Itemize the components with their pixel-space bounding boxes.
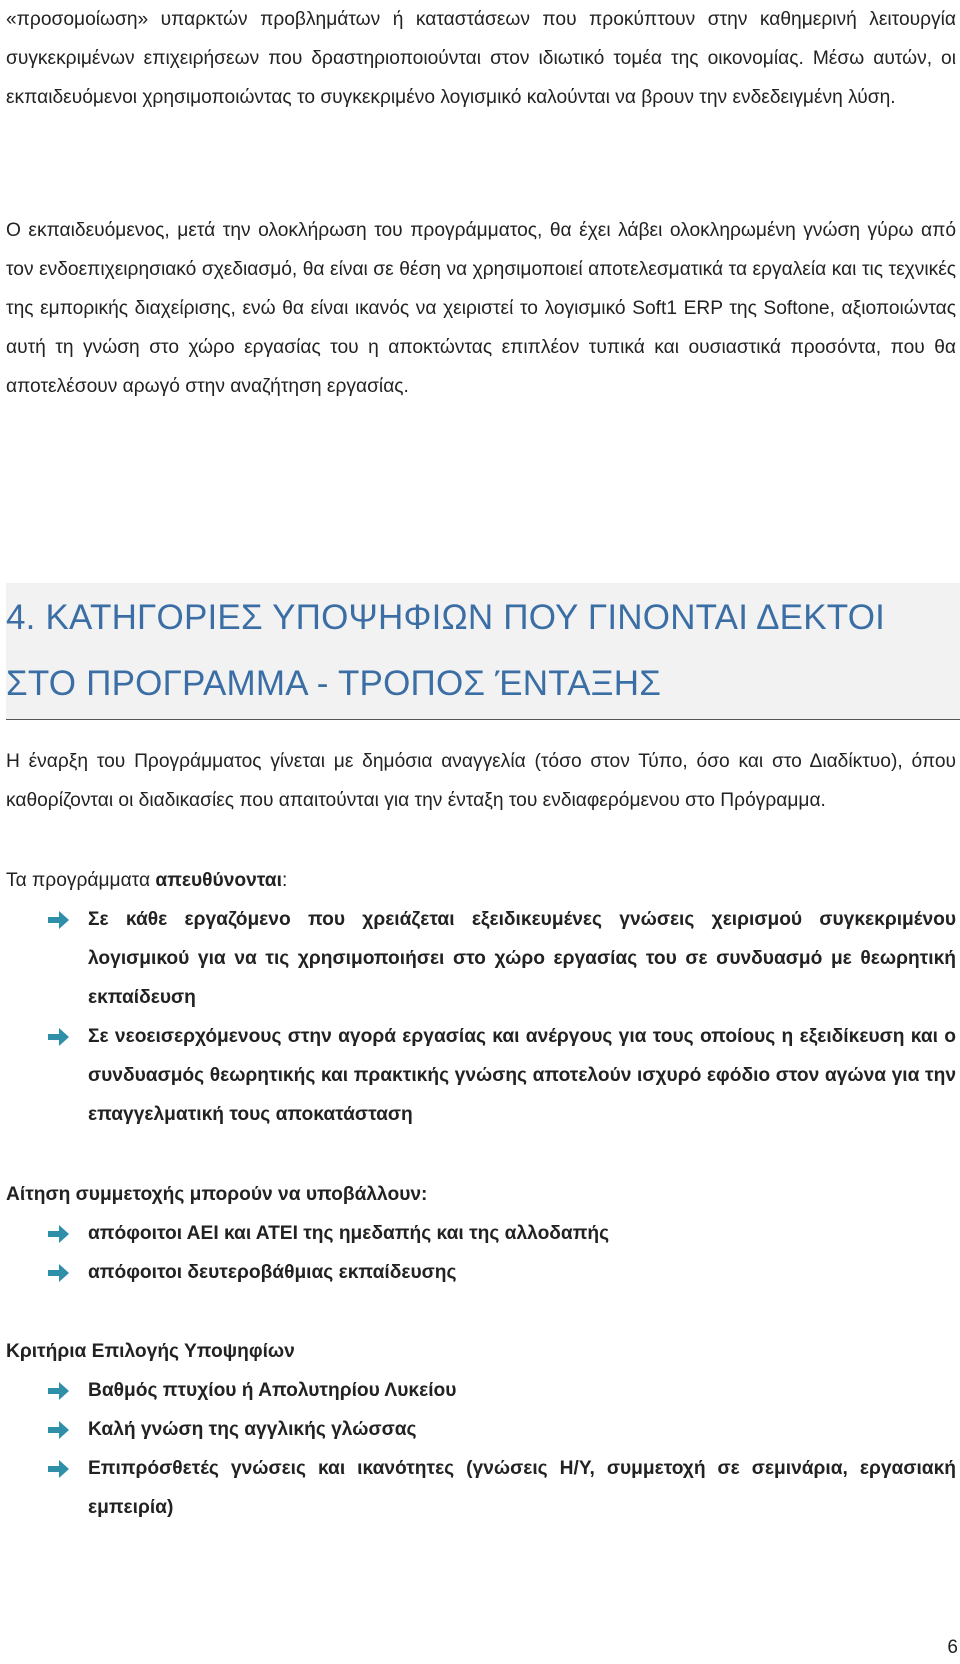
criteria-list bbox=[6, 1371, 956, 1527]
section-heading-box bbox=[6, 583, 960, 720]
target-groups-list bbox=[6, 900, 956, 1134]
addressed-suffix: : bbox=[281, 870, 288, 891]
list-item bbox=[6, 1410, 956, 1449]
apply-label: Αίτηση συμμετοχής μπορούν να υποβάλλουν: bbox=[6, 1184, 428, 1205]
criterion-1: Βαθμός πτυχίου ή Απολυτηρίου Λυκείου bbox=[88, 1380, 457, 1401]
announcement-paragraph: Η έναρξη του Προγράμματος γίνεται με δημόσια αναγγελία (τόσο στον Τύπο, όσο και στο Διαδίκτυο), όπου καθορίζονται οι διαδικασίες που απαιτούνται για την ένταξη του ενδιαφερόμενου στο Πρόγραμμα. bbox=[6, 751, 956, 811]
arrow-right-icon bbox=[46, 1381, 70, 1401]
arrow-right-icon bbox=[46, 1027, 70, 1047]
addressed-to-line bbox=[6, 861, 287, 900]
arrow-right-icon bbox=[46, 1420, 70, 1440]
addressed-prefix: Τα προγράμματα bbox=[6, 870, 156, 891]
section-heading-line-1: 4. ΚΑΤΗΓΟΡΙΕΣ ΥΠΟΨΗΦΙΩΝ ΠΟΥ ΓΙΝΟΝΤΑΙ ΔΕΚΤΟΙ bbox=[6, 598, 886, 637]
list-item bbox=[6, 1449, 956, 1527]
criterion-3: Επιπρόσθετές γνώσεις και ικανότητες (γνώσεις Η/Υ, συμμετοχή σε σεμινάρια, εργασιακή εμπειρία) bbox=[88, 1458, 956, 1518]
eligible-1: απόφοιτοι ΑΕΙ και ΑΤΕΙ της ημεδαπής και της αλλοδαπής bbox=[88, 1223, 610, 1244]
arrow-right-icon bbox=[46, 1224, 70, 1244]
list-item bbox=[6, 1253, 956, 1292]
page-number: 6 bbox=[947, 1637, 958, 1658]
section-heading-line-2: ΣΤΟ ΠΡΟΓΡΑΜΜΑ - ΤΡΟΠΟΣ ΈΝΤΑΞΗΣ bbox=[6, 664, 662, 703]
eligible-2: απόφοιτοι δευτεροβάθμιας εκπαίδευσης bbox=[88, 1262, 457, 1283]
addressed-bold: απευθύνονται bbox=[155, 870, 282, 891]
criteria-label: Κριτήρια Επιλογής Υποψηφίων bbox=[6, 1341, 295, 1362]
learning-outcome-paragraph: Ο εκπαιδευόμενος, μετά την ολοκλήρωση του προγράμματος, θα έχει λάβει ολοκληρωμένη γνώση γύρω από τον ενδοεπιχειρησιακό σχεδιασμό, θα είναι σε θέση να χρησιμοποιεί αποτελεσματικά τα εργαλεία και τις τεχνικές της εμπορικής διαχείρισης, ενώ θα είναι ικανός να χειριστεί το λογισμικό Soft1 ERP της Softone, αξιοποιώντας αυτή τη γνώση στο χώρο εργασίας του η αποκτώντας επιπλέον τυπικά και ουσιαστικά προσόντα, που θα αποτελέσουν αρωγό στην αναζήτηση εργασίας. bbox=[6, 220, 956, 397]
list-item bbox=[6, 1214, 956, 1253]
list-item bbox=[6, 1371, 956, 1410]
list-item bbox=[6, 900, 956, 1017]
arrow-right-icon bbox=[46, 1263, 70, 1283]
eligible-list bbox=[6, 1214, 956, 1292]
arrow-right-icon bbox=[46, 910, 70, 930]
target-group-2: Σε νεοεισερχόμενους στην αγορά εργασίας και ανέργους για τους οποίους η εξειδίκευση και ο συνδυασμός θεωρητικής και πρακτικής γνώσης αποτελούν ισχυρό εφόδιο στον αγώνα για την επαγγελματική τους αποκατάσταση bbox=[88, 1026, 956, 1125]
list-item bbox=[6, 1017, 956, 1134]
arrow-right-icon bbox=[46, 1459, 70, 1479]
criterion-2: Καλή γνώση της αγγλικής γλώσσας bbox=[88, 1419, 417, 1440]
target-group-1: Σε κάθε εργαζόμενο που χρειάζεται εξειδικευμένες γνώσεις χειρισμού συγκεκριμένου λογισμικού για να τις χρησιμοποιήσει στο χώρο εργασίας του σε συνδυασμό με θεωρητική εκπαίδευση bbox=[88, 909, 956, 1008]
intro-paragraph: «προσομοίωση» υπαρκτών προβλημάτων ή καταστάσεων που προκύπτουν στην καθημερινή λειτουργία συγκεκριμένων επιχειρήσεων που δραστηριοποιούνται στον ιδιωτικό τομέα της οικονομίας. Μέσω αυτών, οι εκπαιδευόμενοι χρησιμοποιώντας το συγκεκριμένο λογισμικό καλούνται να βρουν την ενδεδειγμένη λύση. bbox=[6, 9, 956, 108]
